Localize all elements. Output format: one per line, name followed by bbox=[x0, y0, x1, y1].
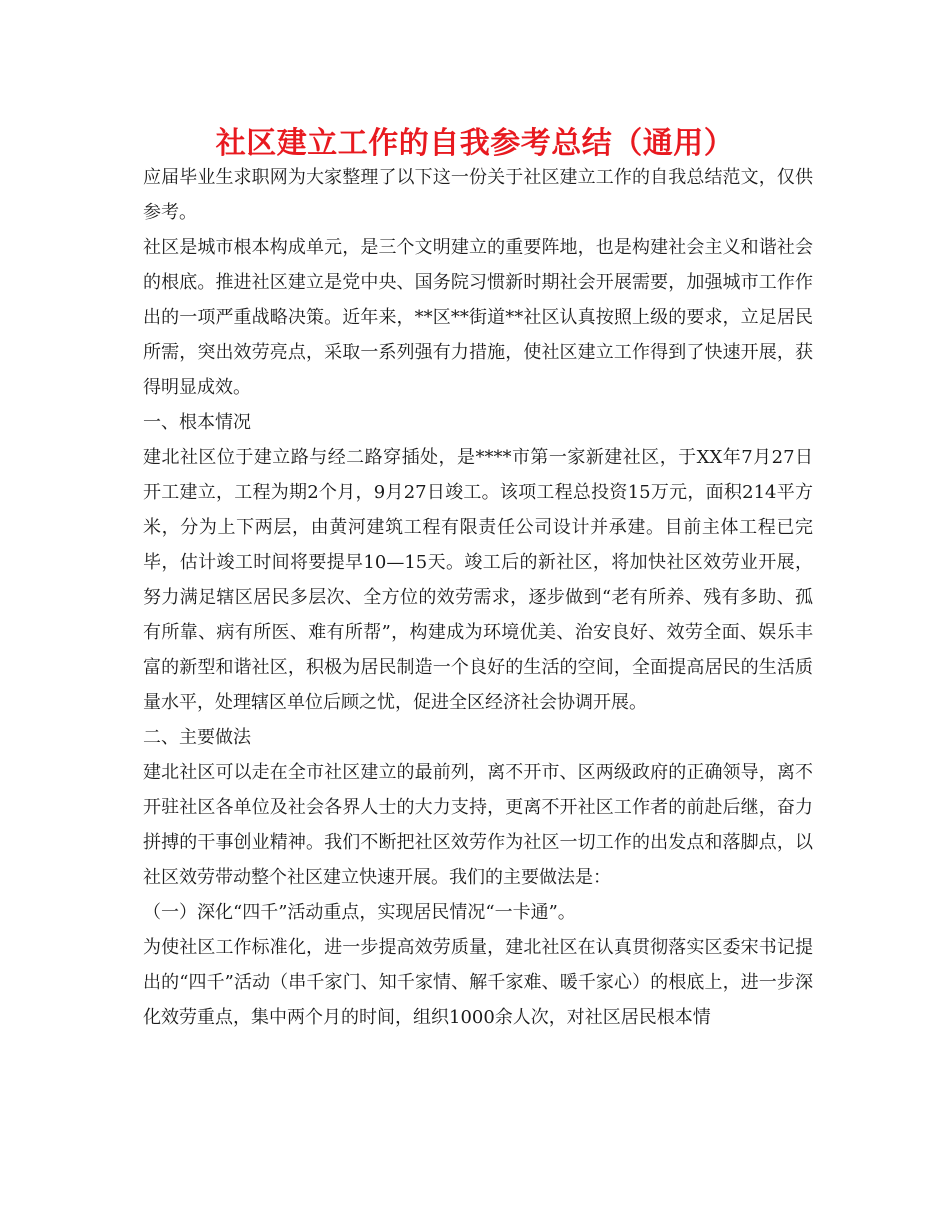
paragraph-subsection-one: 为使社区工作标准化，进一步提高效劳质量，建北社区在认真贯彻落实区委宋书记提出的“四千”活动（串千家门、知千家情、解千家难、暖千家心）的根底上，进一步深化效劳重点，集中两个月的时间，组织1000余人次，对社区居民根本情 bbox=[143, 937, 813, 1028]
subsection-heading-one: （一）深化“四千”活动重点，实现居民情况“一卡通”。 bbox=[143, 902, 576, 923]
section-heading-basic-situation: 一、根本情况 bbox=[143, 412, 251, 433]
paragraph-basic-situation: 建北社区位于建立路与经二路穿插处，是****市第一家新建社区，于XX年7月27日开工建立，工程为期2个月，9月27日竣工。该项工程总投资15万元，面积214平方米，分为上下两层，由黄河建筑工程有限责任公司设计并承建。目前主体工程已完毕，估计竣工时间将要提早10—15天。竣工后的新社区，将加快社区效劳业开展，努力满足辖区居民多层次、全方位的效劳需求，逐步做到“老有所养、残有多助、孤有所靠、病有所医、难有所帮”，构建成为环境优美、治安良好、效劳全面、娱乐丰富的新型和谐社区，积极为居民制造一个良好的生活的空间，全面提高居民的生活质量水平，处理辖区单位后顾之忧，促进全区经济社会协调开展。 bbox=[143, 447, 813, 713]
document-body bbox=[143, 160, 813, 1035]
section-heading-main-practices: 二、主要做法 bbox=[143, 727, 251, 748]
document-title: 社区建立工作的自我参考总结（通用） bbox=[215, 126, 735, 161]
paragraph-intro: 应届毕业生求职网为大家整理了以下这一份关于社区建立工作的自我总结范文，仅供参考。 bbox=[143, 167, 813, 223]
paragraph-main-practices: 建北社区可以走在全市社区建立的最前列，离不开市、区两级政府的正确领导，离不开驻社区各单位及社会各界人士的大力支持，更离不开社区工作者的前赴后继，奋力拼搏的干事创业精神。我们不断把社区效劳作为社区一切工作的出发点和落脚点，以社区效劳带动整个社区建立快速开展。我们的主要做法是： bbox=[143, 762, 813, 888]
paragraph-overview: 社区是城市根本构成单元，是三个文明建立的重要阵地，也是构建社会主义和谐社会的根底。推进社区建立是党中央、国务院习惯新时期社会开展需要，加强城市工作作出的一项严重战略决策。近年来，**区**街道**社区认真按照上级的要求，立足居民所需，突出效劳亮点，采取一系列强有力措施，使社区建立工作得到了快速开展，获得明显成效。 bbox=[143, 237, 813, 398]
